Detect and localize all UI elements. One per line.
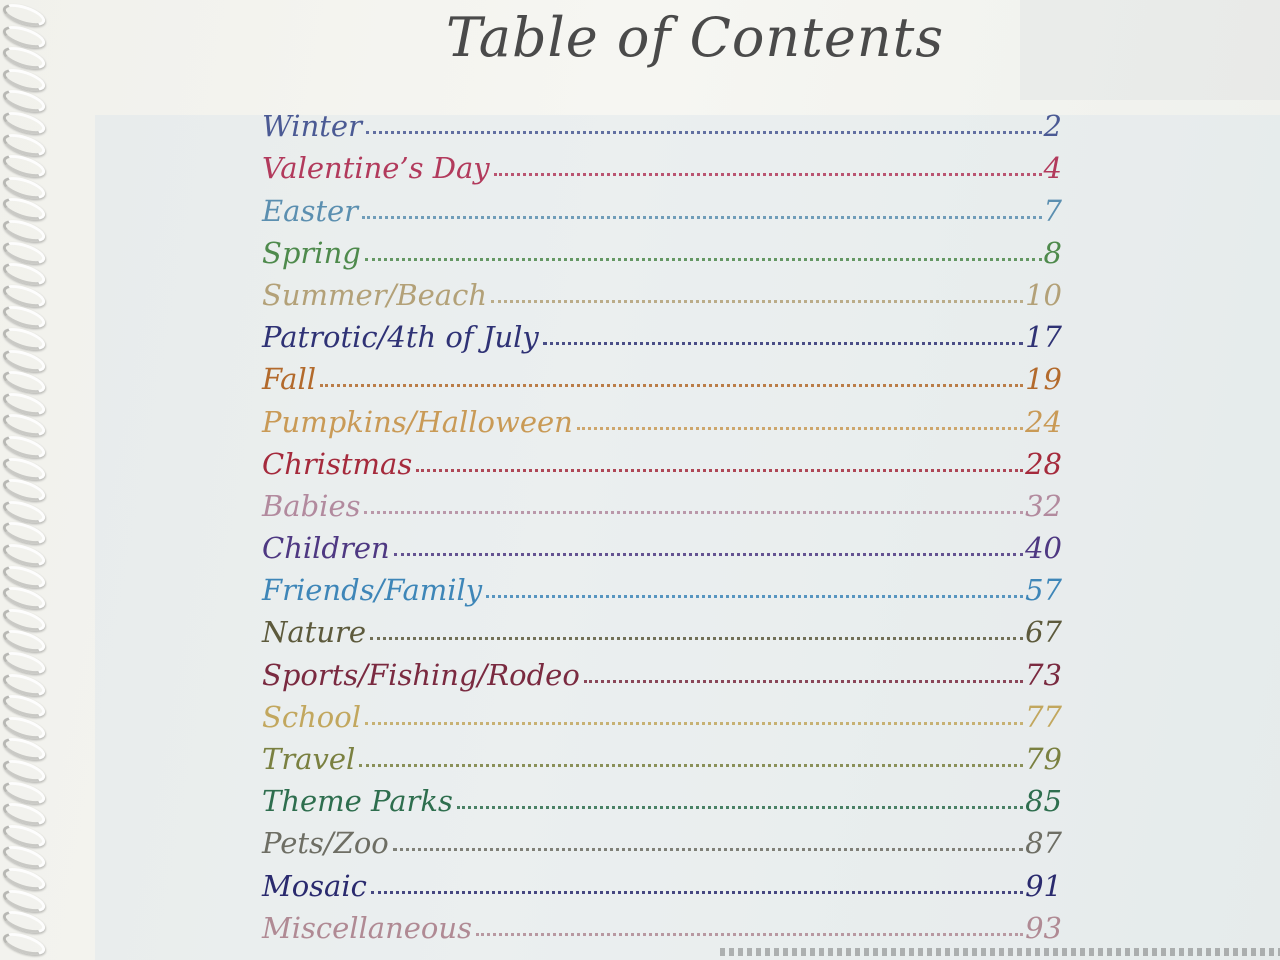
dot-leader xyxy=(371,891,1023,894)
toc-entry-page-number: 28 xyxy=(1025,446,1062,481)
toc-entry-page-number: 24 xyxy=(1025,404,1062,439)
dot-leader xyxy=(365,258,1042,261)
dot-leader xyxy=(584,680,1023,683)
toc-entry xyxy=(262,101,1062,143)
toc-entry-page-number: 77 xyxy=(1025,699,1062,734)
toc-entry xyxy=(262,565,1062,607)
spiral-ring xyxy=(0,928,47,959)
toc-entry xyxy=(262,481,1062,523)
toc-entry xyxy=(262,692,1062,734)
toc-entry xyxy=(262,270,1062,312)
toc-entry xyxy=(262,903,1062,945)
dot-leader xyxy=(476,933,1023,936)
dot-leader xyxy=(365,722,1023,725)
toc-entry-page-number: 10 xyxy=(1025,277,1062,312)
toc-entry-label: School xyxy=(262,699,361,734)
toc-entry xyxy=(262,312,1062,354)
toc-entry xyxy=(262,439,1062,481)
dot-leader xyxy=(457,806,1023,809)
toc-list xyxy=(262,101,1062,945)
toc-entry-label: Winter xyxy=(262,109,362,144)
dot-leader xyxy=(359,764,1023,767)
toc-entry-label: Children xyxy=(262,531,390,566)
toc-entry xyxy=(262,396,1062,438)
toc-entry-label: Patrotic/4th of July xyxy=(262,320,539,355)
spiral-binding xyxy=(0,0,62,960)
toc-entry-label: Fall xyxy=(262,362,316,397)
toc-entry-page-number: 73 xyxy=(1025,657,1062,692)
toc-entry xyxy=(262,818,1062,860)
toc-entry-page-number: 57 xyxy=(1025,573,1062,608)
footer-text-fragment xyxy=(720,948,1280,956)
page-title: Table of Contents xyxy=(445,6,945,69)
toc-entry xyxy=(262,607,1062,649)
toc-entry-label: Babies xyxy=(262,488,361,523)
toc-entry-label: Valentine’s Day xyxy=(262,151,490,186)
toc-entry xyxy=(262,523,1062,565)
toc-entry-label: Pets/Zoo xyxy=(262,826,389,861)
toc-entry-page-number: 87 xyxy=(1025,826,1062,861)
toc-entry-label: Spring xyxy=(262,235,361,270)
dot-leader xyxy=(362,216,1042,219)
toc-entry-page-number: 4 xyxy=(1043,151,1062,186)
toc-entry-page-number: 91 xyxy=(1025,868,1062,903)
toc-entry-page-number: 85 xyxy=(1025,784,1062,819)
toc-entry xyxy=(262,228,1062,270)
toc-entry xyxy=(262,734,1062,776)
dot-leader xyxy=(577,427,1023,430)
toc-entry-page-number: 32 xyxy=(1025,488,1062,523)
toc-entry xyxy=(262,776,1062,818)
toc-entry-label: Theme Parks xyxy=(262,784,453,819)
toc-entry xyxy=(262,649,1062,691)
dot-leader xyxy=(364,511,1023,514)
toc-entry-page-number: 8 xyxy=(1043,235,1062,270)
toc-entry-page-number: 93 xyxy=(1025,910,1062,945)
dot-leader xyxy=(491,300,1023,303)
toc-entry-label: Nature xyxy=(262,615,367,650)
dot-leader xyxy=(393,848,1023,851)
toc-entry-label: Christmas xyxy=(262,446,413,481)
toc-entry-page-number: 19 xyxy=(1025,362,1062,397)
toc-entry-page-number: 2 xyxy=(1043,109,1062,144)
toc-entry-label: Sports/Fishing/Rodeo xyxy=(262,657,580,692)
toc-entry-label: Friends/Family xyxy=(262,573,483,608)
toc-entry-page-number: 40 xyxy=(1025,531,1062,566)
toc-entry-label: Travel xyxy=(262,742,356,776)
toc-entry-label: Miscellaneous xyxy=(262,910,472,945)
dot-leader xyxy=(486,595,1023,598)
toc-entry-page-number: 67 xyxy=(1025,615,1062,650)
toc-entry xyxy=(262,860,1062,902)
dot-leader xyxy=(543,342,1023,345)
toc-entry-label: Pumpkins/Halloween xyxy=(262,404,573,439)
dot-leader xyxy=(494,173,1042,176)
toc-entry xyxy=(262,143,1062,185)
dot-leader xyxy=(416,469,1023,472)
toc-entry-page-number: 7 xyxy=(1043,193,1062,228)
toc-entry xyxy=(262,185,1062,227)
dot-leader xyxy=(394,553,1023,556)
dot-leader xyxy=(370,637,1023,640)
dot-leader xyxy=(366,131,1042,134)
toc-entry-label: Easter xyxy=(262,193,359,228)
dot-leader xyxy=(320,384,1023,387)
toc-entry-label: Mosaic xyxy=(262,868,367,903)
toc-entry-label: Summer/Beach xyxy=(262,277,488,312)
toc-entry-page-number: 17 xyxy=(1025,320,1062,355)
toc-entry-page-number: 79 xyxy=(1025,742,1062,776)
toc-entry xyxy=(262,354,1062,396)
